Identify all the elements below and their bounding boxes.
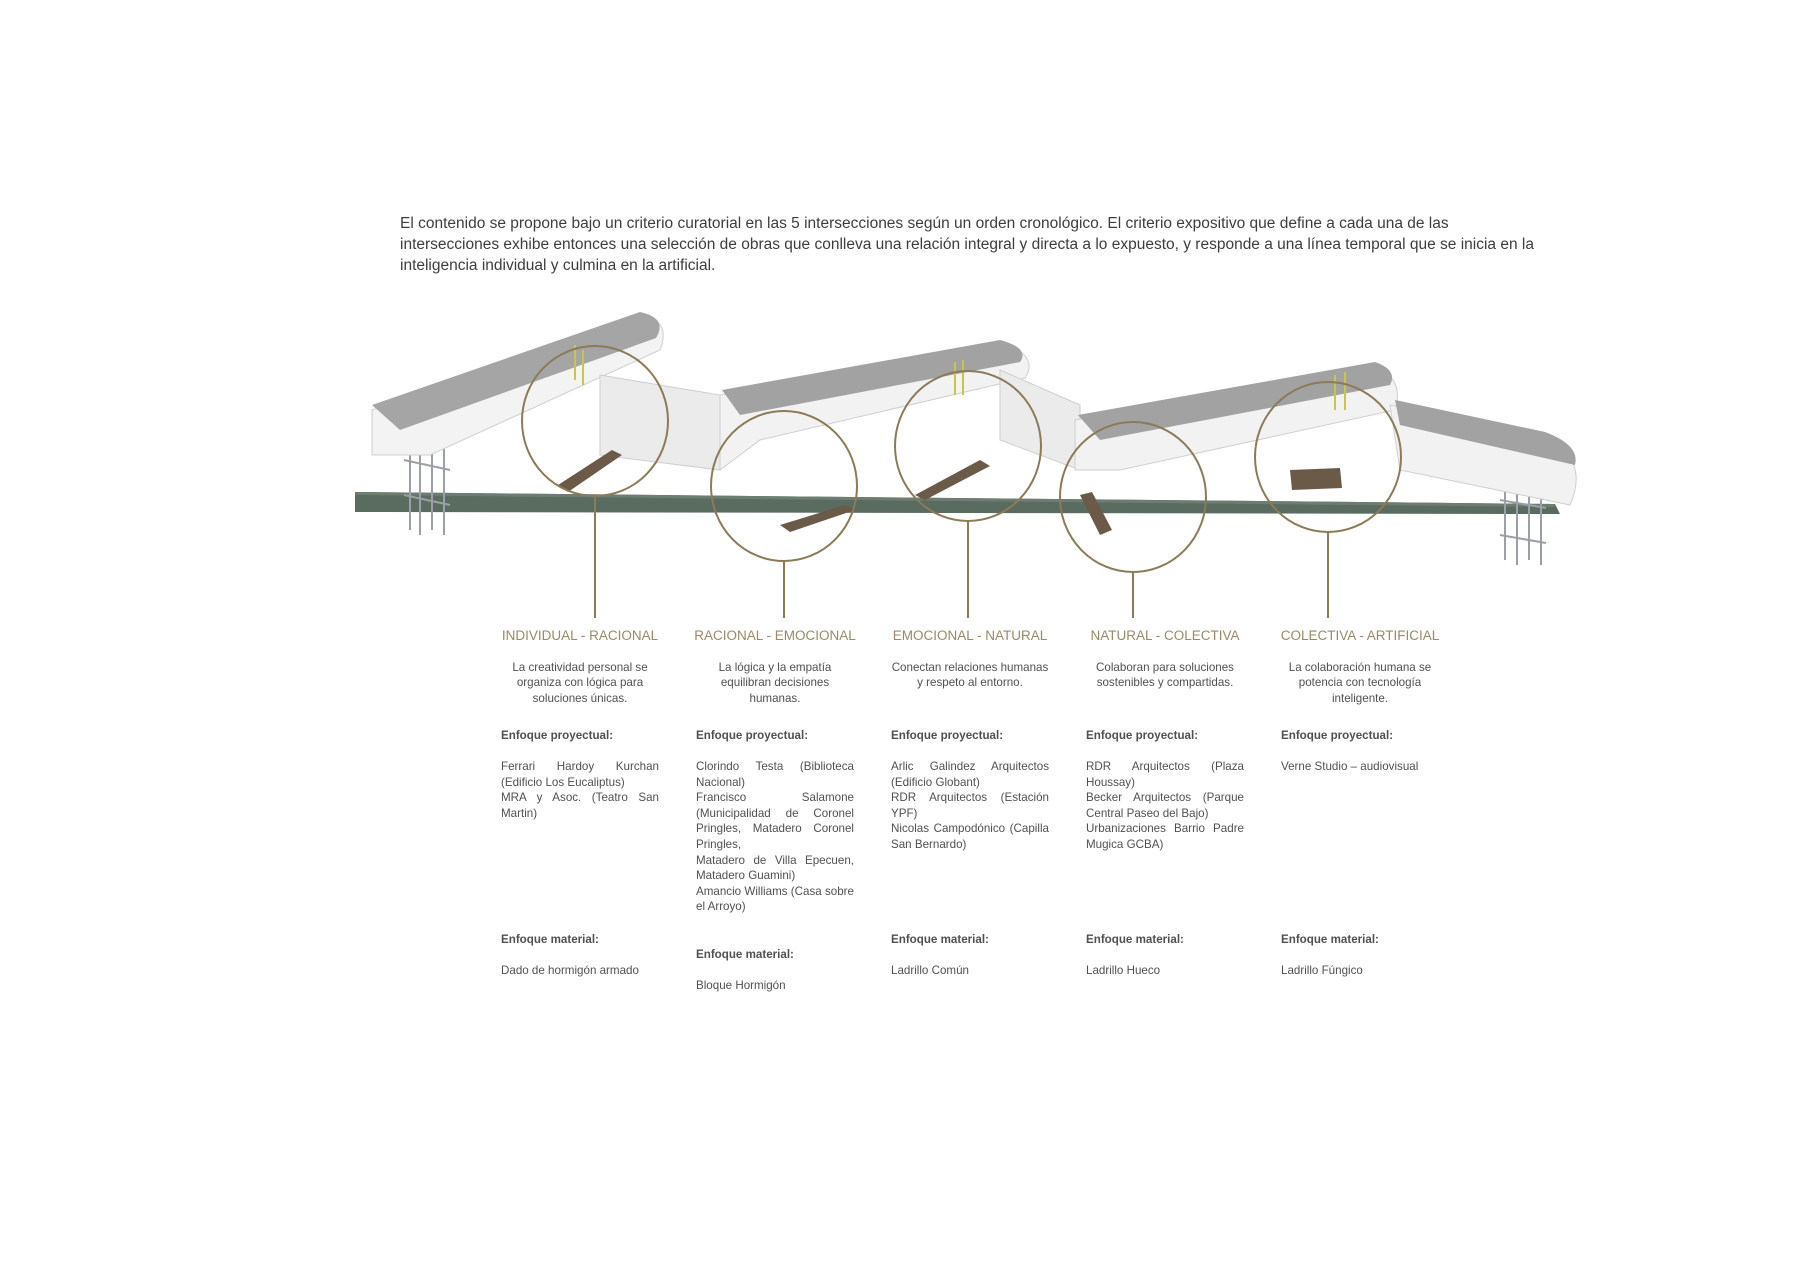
section-description: La colaboración humana se potencia con tecnología inteligente. [1288, 660, 1432, 705]
work-item: Arlic Galindez Arquitectos (Edificio Globant) [891, 760, 1049, 789]
material-value: Bloque Hormigón [696, 979, 786, 992]
section-2 [694, 628, 856, 992]
section-3 [891, 628, 1049, 977]
section-title: EMOCIONAL - NATURAL [892, 628, 1048, 643]
section-title: NATURAL - COLECTIVA [1090, 628, 1240, 643]
works-list [1086, 759, 1244, 853]
material-heading: Enfoque material: [501, 933, 599, 946]
section-1 [501, 628, 659, 977]
material-value: Dado de hormigón armado [501, 964, 639, 977]
work-item: MRA y Asoc. (Teatro San Martin) [501, 791, 659, 820]
proyectual-heading: Enfoque proyectual: [891, 729, 1004, 742]
work-item: Nicolas Campodónico (Capilla San Bernardo) [891, 822, 1049, 851]
section-description: Conectan relaciones humanas y respeto al entorno. [891, 660, 1049, 690]
proyectual-heading: Enfoque proyectual: [501, 729, 614, 742]
work-item: Becker Arquitectos (Parque Central Paseo del Bajo) [1086, 791, 1244, 820]
work-item: Matadero de Villa Epecuen, Matadero Guamini) [696, 853, 854, 883]
section-5 [1280, 628, 1440, 977]
works-list [696, 759, 854, 915]
work-item: Francisco Salamone (Municipalidad de Coronel Pringles, Matadero Coronel Pringles, [696, 791, 854, 851]
canopy-ribbons [372, 312, 1576, 505]
material-heading: Enfoque material: [696, 948, 794, 961]
intro-paragraph: El contenido se propone bajo un criterio curatorial en las 5 intersecciones según un orden cronológico. El criterio expositivo que define a cada una de las intersecciones exhibe entonces una selección de obras que conlleva una relación integral y directa a lo expuesto, y responde a una línea temporal que se inicia en la inteligencia individual y culmina en la artificial. [400, 215, 1534, 274]
work-item: Amancio Williams (Casa sobre el Arroyo) [696, 884, 854, 914]
works-list [501, 759, 659, 821]
material-heading: Enfoque material: [1086, 933, 1184, 946]
work-item: Urbanizaciones Barrio Padre Mugica GCBA) [1086, 822, 1244, 851]
work-item: Clorindo Testa (Biblioteca Nacional) [696, 760, 854, 789]
proyectual-heading: Enfoque proyectual: [1281, 729, 1394, 742]
material-value: Ladrillo Común [891, 964, 969, 977]
works-list [1281, 759, 1439, 775]
work-item: RDR Arquitectos (Plaza Houssay) [1086, 760, 1244, 789]
material-value: Ladrillo Fúngico [1281, 964, 1363, 977]
section-description: La lógica y la empatía equilibran decisiones humanas. [718, 660, 832, 705]
section-4 [1086, 628, 1244, 977]
works-list [891, 759, 1049, 853]
section-title: COLECTIVA - ARTIFICIAL [1280, 628, 1440, 643]
section-description: Colaboran para soluciones sostenibles y compartidas. [1096, 660, 1234, 690]
proyectual-heading: Enfoque proyectual: [696, 729, 809, 742]
section-title: RACIONAL - EMOCIONAL [694, 628, 856, 643]
work-item: Verne Studio – audiovisual [1281, 760, 1419, 773]
work-item: RDR Arquitectos (Estación YPF) [891, 791, 1049, 820]
material-heading: Enfoque material: [891, 933, 989, 946]
material-value: Ladrillo Hueco [1086, 964, 1161, 977]
section-title: INDIVIDUAL - RACIONAL [501, 628, 659, 643]
section-description: La creatividad personal se organiza con lógica para soluciones únicas. [512, 660, 648, 705]
work-item: Ferrari Hardoy Kurchan (Edificio Los Eucaliptus) [501, 760, 659, 789]
proyectual-heading: Enfoque proyectual: [1086, 729, 1199, 742]
material-heading: Enfoque material: [1281, 933, 1379, 946]
